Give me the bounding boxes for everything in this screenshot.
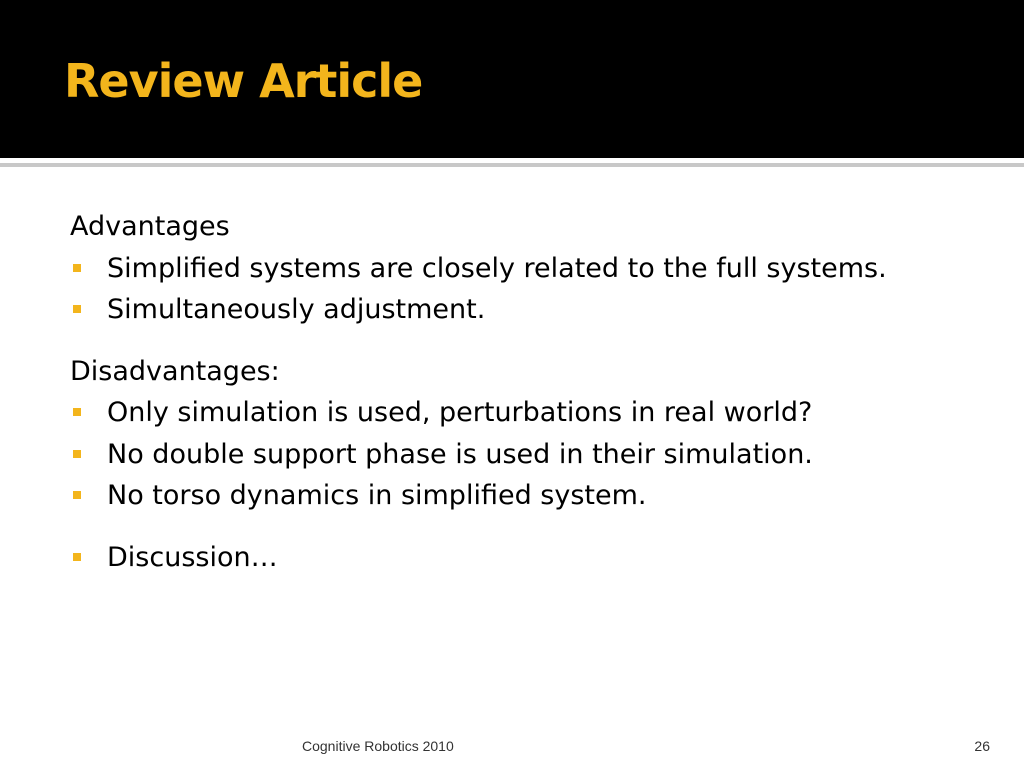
page-number: 26 (974, 738, 990, 754)
spacer (70, 331, 970, 351)
list-item-text: Discussion… (107, 541, 278, 573)
advantages-list (70, 248, 970, 331)
title-bar (0, 0, 1024, 158)
list-item (70, 537, 970, 579)
list-item-text: Only simulation is used, perturbations in real world? (107, 397, 813, 428)
square-bullet-icon (73, 553, 81, 561)
disadvantages-list (70, 392, 970, 517)
title-divider (0, 163, 1024, 167)
list-item (70, 248, 970, 290)
list-item (70, 434, 970, 476)
list-item-text: No torso dynamics in simplified system. (107, 480, 647, 511)
spacer (70, 517, 970, 537)
footer-text: Cognitive Robotics 2010 (302, 738, 454, 754)
list-item-text: No double support phase is used in their simulation. (107, 438, 813, 470)
section-heading-advantages: Advantages (70, 211, 230, 242)
section-heading-disadvantages: Disadvantages: (70, 355, 280, 387)
list-item (70, 475, 970, 517)
square-bullet-icon (73, 491, 81, 499)
list-item (70, 392, 970, 434)
list-item (70, 289, 970, 331)
slide-body (70, 206, 970, 578)
list-item-text: Simplified systems are closely related to the full systems. (107, 252, 887, 284)
square-bullet-icon (73, 305, 81, 313)
square-bullet-icon (73, 264, 81, 272)
square-bullet-icon (73, 450, 81, 458)
list-item-text: Simultaneously adjustment. (107, 294, 486, 325)
discussion-list (70, 537, 970, 579)
slide-title: Review Article (64, 54, 423, 108)
square-bullet-icon (73, 408, 81, 416)
